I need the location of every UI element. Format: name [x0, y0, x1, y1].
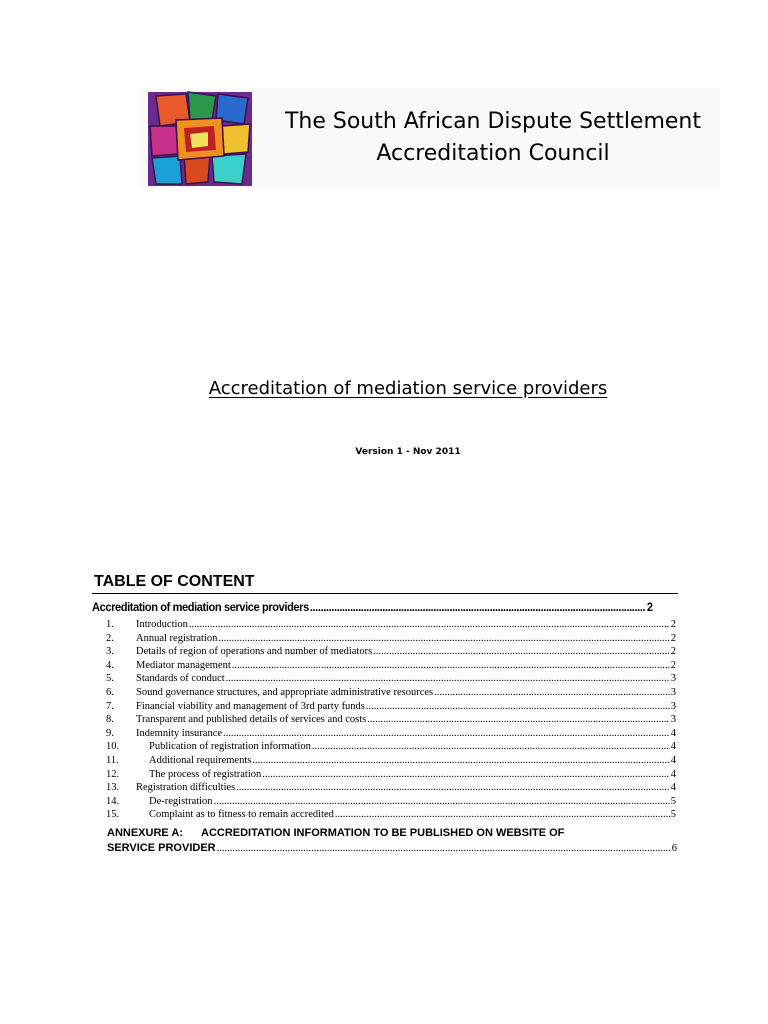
toc-item-label: Complaint as to fitness to remain accredited	[149, 809, 334, 821]
toc-item-page: 4	[670, 782, 676, 794]
toc-item[interactable]	[106, 713, 676, 727]
council-logo	[146, 90, 254, 188]
toc-item-label: Indemnity insurance	[136, 727, 223, 739]
toc-leader-dots	[373, 645, 670, 659]
toc-leader-dots	[434, 686, 670, 700]
toc-item[interactable]	[106, 781, 676, 795]
toc-item-label: Sound governance structures, and appropriate administrative resources	[136, 686, 434, 698]
annexure-title-line1: ACCREDITATION INFORMATION TO BE PUBLISHED ON WEBSITE OF	[201, 827, 565, 839]
toc-item-label: Details of region of operations and number of mediators	[136, 646, 373, 658]
toc-leader-dots	[366, 700, 670, 714]
toc-item-label: Transparent and published details of services and costs	[136, 714, 367, 726]
toc-item-page: 3	[670, 714, 676, 726]
toc-item-number: 9.	[106, 727, 114, 739]
organization-name-line2: Accreditation Council	[376, 141, 610, 166]
toc-item[interactable]	[106, 727, 676, 741]
toc-item-number: 12.	[106, 768, 120, 780]
toc-leader-dots	[335, 808, 670, 822]
toc-item-page: 2	[670, 646, 676, 658]
toc-item[interactable]	[106, 618, 676, 632]
toc-main-entry-page: 2	[646, 602, 653, 614]
toc-item-number: 15.	[106, 809, 120, 821]
toc-item[interactable]	[106, 686, 676, 700]
toc-item[interactable]	[106, 808, 676, 822]
toc-item[interactable]	[106, 795, 676, 809]
toc-item-number: 1.	[106, 619, 114, 630]
toc-item-page: 3	[670, 673, 676, 685]
toc-item[interactable]	[106, 740, 676, 754]
toc-main-entry-label: Accreditation of mediation service providers	[92, 602, 309, 614]
toc-item-number: 2.	[106, 632, 114, 644]
toc-leader-dots	[262, 768, 669, 782]
toc-item-label: Introduction	[136, 619, 188, 630]
toc-annexure-entry[interactable]	[107, 826, 677, 856]
toc-item-page: 2	[670, 632, 676, 644]
toc-item-page: 5	[670, 795, 676, 807]
toc-item[interactable]	[106, 645, 676, 659]
toc-item-number: 8.	[106, 714, 114, 726]
toc-item-number: 11.	[106, 754, 119, 766]
toc-item[interactable]	[106, 700, 676, 714]
annexure-title-line2: SERVICE PROVIDER	[107, 842, 216, 854]
toc-item-number: 10.	[106, 741, 120, 753]
toc-leader-dots	[218, 632, 669, 646]
toc-item-page: 4	[670, 768, 676, 780]
toc-item-number: 4.	[106, 659, 114, 671]
toc-item-number: 14.	[106, 795, 120, 807]
toc-item[interactable]	[106, 632, 676, 646]
toc-item-page: 3	[670, 686, 676, 698]
toc-item-number: 7.	[106, 700, 114, 712]
toc-item-number: 3.	[106, 646, 114, 658]
annexure-line1	[107, 826, 677, 841]
toc-item-page: 5	[670, 809, 676, 821]
toc-leader-dots	[214, 795, 670, 809]
annexure-prefix: ANNEXURE A:	[107, 827, 183, 839]
toc-item-page: 4	[670, 727, 676, 739]
toc-leader-dots	[236, 781, 670, 795]
toc-item-number: 13.	[106, 782, 120, 794]
toc-item-label: Registration difficulties	[136, 782, 236, 794]
toc-leader-dots	[226, 672, 670, 686]
toc-item-label: De-registration	[149, 795, 213, 807]
toc-item-page: 2	[670, 659, 676, 671]
document-title: Accreditation of mediation service providers	[208, 378, 608, 399]
organization-name-line1: The South African Dispute Settlement	[284, 109, 702, 134]
document-version: Version 1 - Nov 2011	[355, 447, 461, 457]
toc-item[interactable]	[106, 768, 676, 782]
organization-name	[258, 106, 728, 170]
toc-item-number: 5.	[106, 673, 114, 685]
toc-item-label: Financial viability and management of 3rd party funds	[136, 700, 365, 712]
toc-heading: TABLE OF CONTENT	[94, 573, 255, 590]
toc-item-label: Annual registration	[136, 632, 218, 644]
toc-item-label: Additional requirements	[149, 754, 252, 766]
toc-leader-dots	[189, 618, 670, 632]
toc-item[interactable]	[106, 659, 676, 673]
toc-main-entry[interactable]	[92, 602, 653, 614]
toc-item-label: Publication of registration information	[149, 741, 311, 753]
toc-item-page: 3	[670, 700, 676, 712]
toc-leader-dots	[310, 602, 646, 614]
annexure-line2	[107, 841, 677, 856]
toc-leader-dots	[367, 713, 669, 727]
toc-leader-dots	[232, 659, 670, 673]
toc-item-label: Standards of conduct	[136, 673, 225, 685]
toc-leader-dots	[252, 754, 669, 768]
toc-item-page: 4	[670, 754, 676, 766]
toc-list	[106, 618, 676, 822]
toc-leader-dots	[217, 841, 671, 856]
toc-leader-dots	[312, 740, 670, 754]
toc-leader-dots	[223, 727, 670, 741]
toc-divider	[92, 593, 678, 594]
toc-item[interactable]	[106, 672, 676, 686]
toc-item-page: 2	[670, 619, 676, 630]
annexure-page: 6	[671, 843, 677, 854]
toc-item-number: 6.	[106, 686, 114, 698]
toc-item[interactable]	[106, 754, 676, 768]
toc-item-label: The process of registration	[149, 768, 262, 780]
toc-item-page: 4	[670, 741, 676, 753]
toc-item-label: Mediator management	[136, 659, 231, 671]
